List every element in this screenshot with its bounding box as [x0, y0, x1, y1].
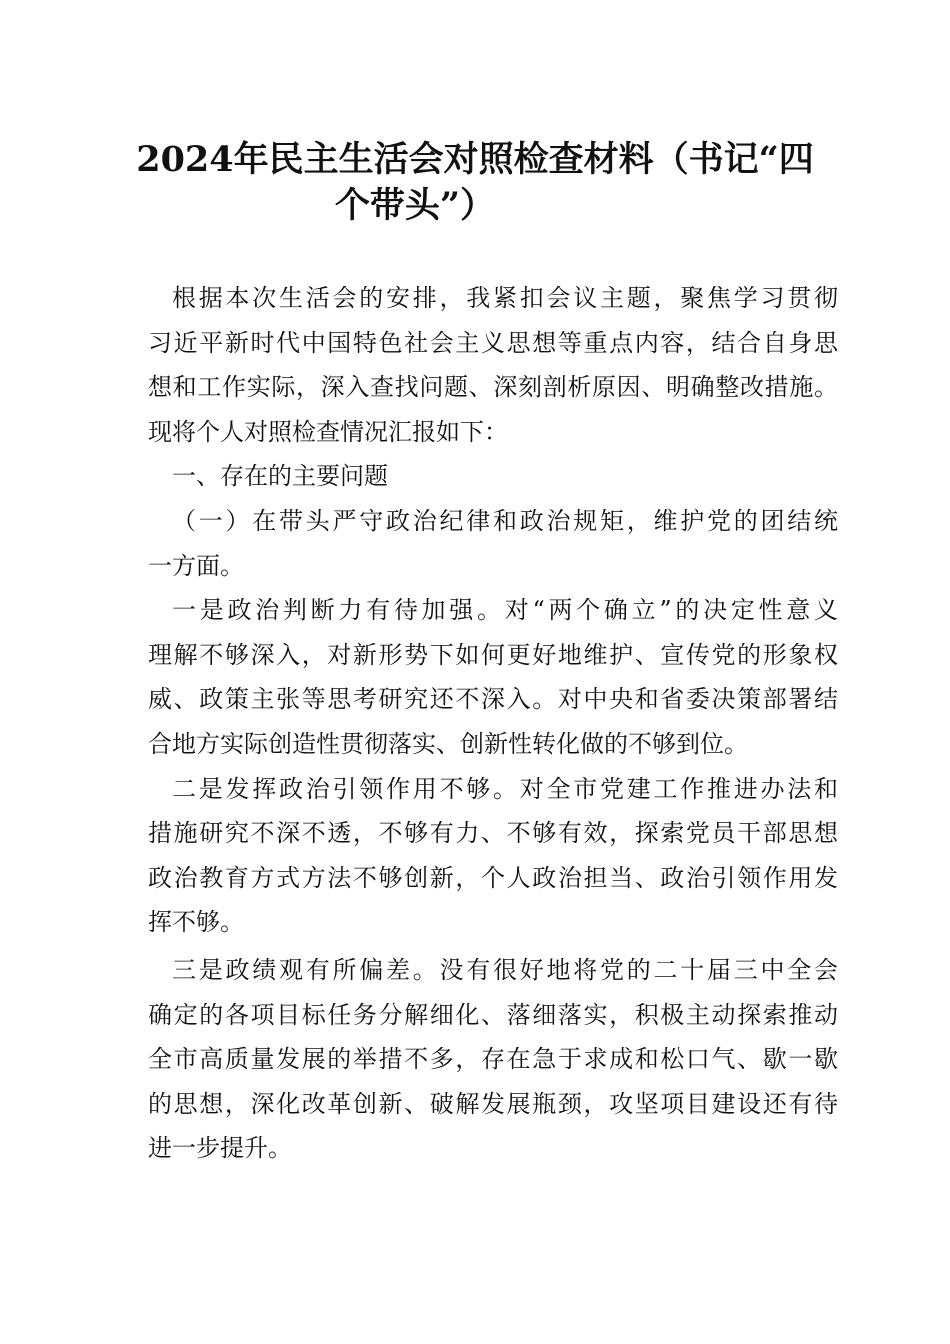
text-line: 进一步提升。 — [148, 1134, 292, 1163]
text-line: 合地方实际创造性贯彻落实、创新性转化做的不够到位。 — [148, 729, 748, 758]
document-body — [148, 276, 838, 1171]
text-line: 三是政绩观有所偏差。没有很好地将党的二十届三中全会 — [172, 955, 838, 984]
document-title-line-2: 个带头”） — [334, 185, 496, 226]
subsection-heading — [148, 499, 838, 588]
point-three-paragraph — [148, 948, 838, 1171]
text-line: 的思想，深化改革创新、破解发展瓶颈，攻坚项目建设还有待 — [148, 1089, 838, 1118]
text-line: 一、存在的主要问题 — [172, 462, 388, 491]
text-line: 全市高质量发展的举措不多，存在急于求成和松口气、歇一歇 — [148, 1045, 838, 1074]
text-line: 威、政策主张等思考研究还不深入。对中央和省委决策部署结 — [148, 685, 838, 714]
point-one-paragraph — [148, 588, 838, 766]
section-heading — [148, 454, 838, 499]
document-title-line-1: 2024年民主生活会对照检查材料（书记“四 — [136, 139, 814, 180]
text-line: （一）在带头严守政治纪律和政治规矩，维护党的团结统 — [172, 506, 838, 535]
text-line: 政治教育方式方法不够创新，个人政治担当、政治引领作用发 — [148, 863, 838, 892]
text-line: 一方面。 — [148, 551, 244, 580]
text-line: 二是发挥政治引领作用不够。对全市党建工作推进办法和 — [172, 774, 838, 803]
text-line: 想和工作实际，深入查找问题、深刻剖析原因、明确整改措施。 — [148, 373, 838, 402]
text-line: 根据本次生活会的安排，我紧扣会议主题，聚焦学习贯彻 — [172, 284, 838, 312]
text-line: 现将个人对照检查情况汇报如下： — [148, 417, 508, 446]
text-line: 理解不够深入，对新形势下如何更好地维护、宣传党的形象权 — [148, 640, 838, 669]
text-line: 确定的各项目标任务分解细化、落细落实，积极主动探索推动 — [148, 1000, 838, 1029]
text-line: 习近平新时代中国特色社会主义思想等重点内容，结合自身思 — [148, 328, 838, 357]
text-line: 一是政治判断力有待加强。对“两个确立”的决定性意义 — [172, 596, 838, 625]
text-line: 措施研究不深不透，不够有力、不够有效，探索党员干部思想 — [148, 819, 838, 848]
intro-paragraph — [148, 276, 838, 454]
text-line: 挥不够。 — [148, 908, 244, 937]
point-two-paragraph — [148, 767, 838, 945]
